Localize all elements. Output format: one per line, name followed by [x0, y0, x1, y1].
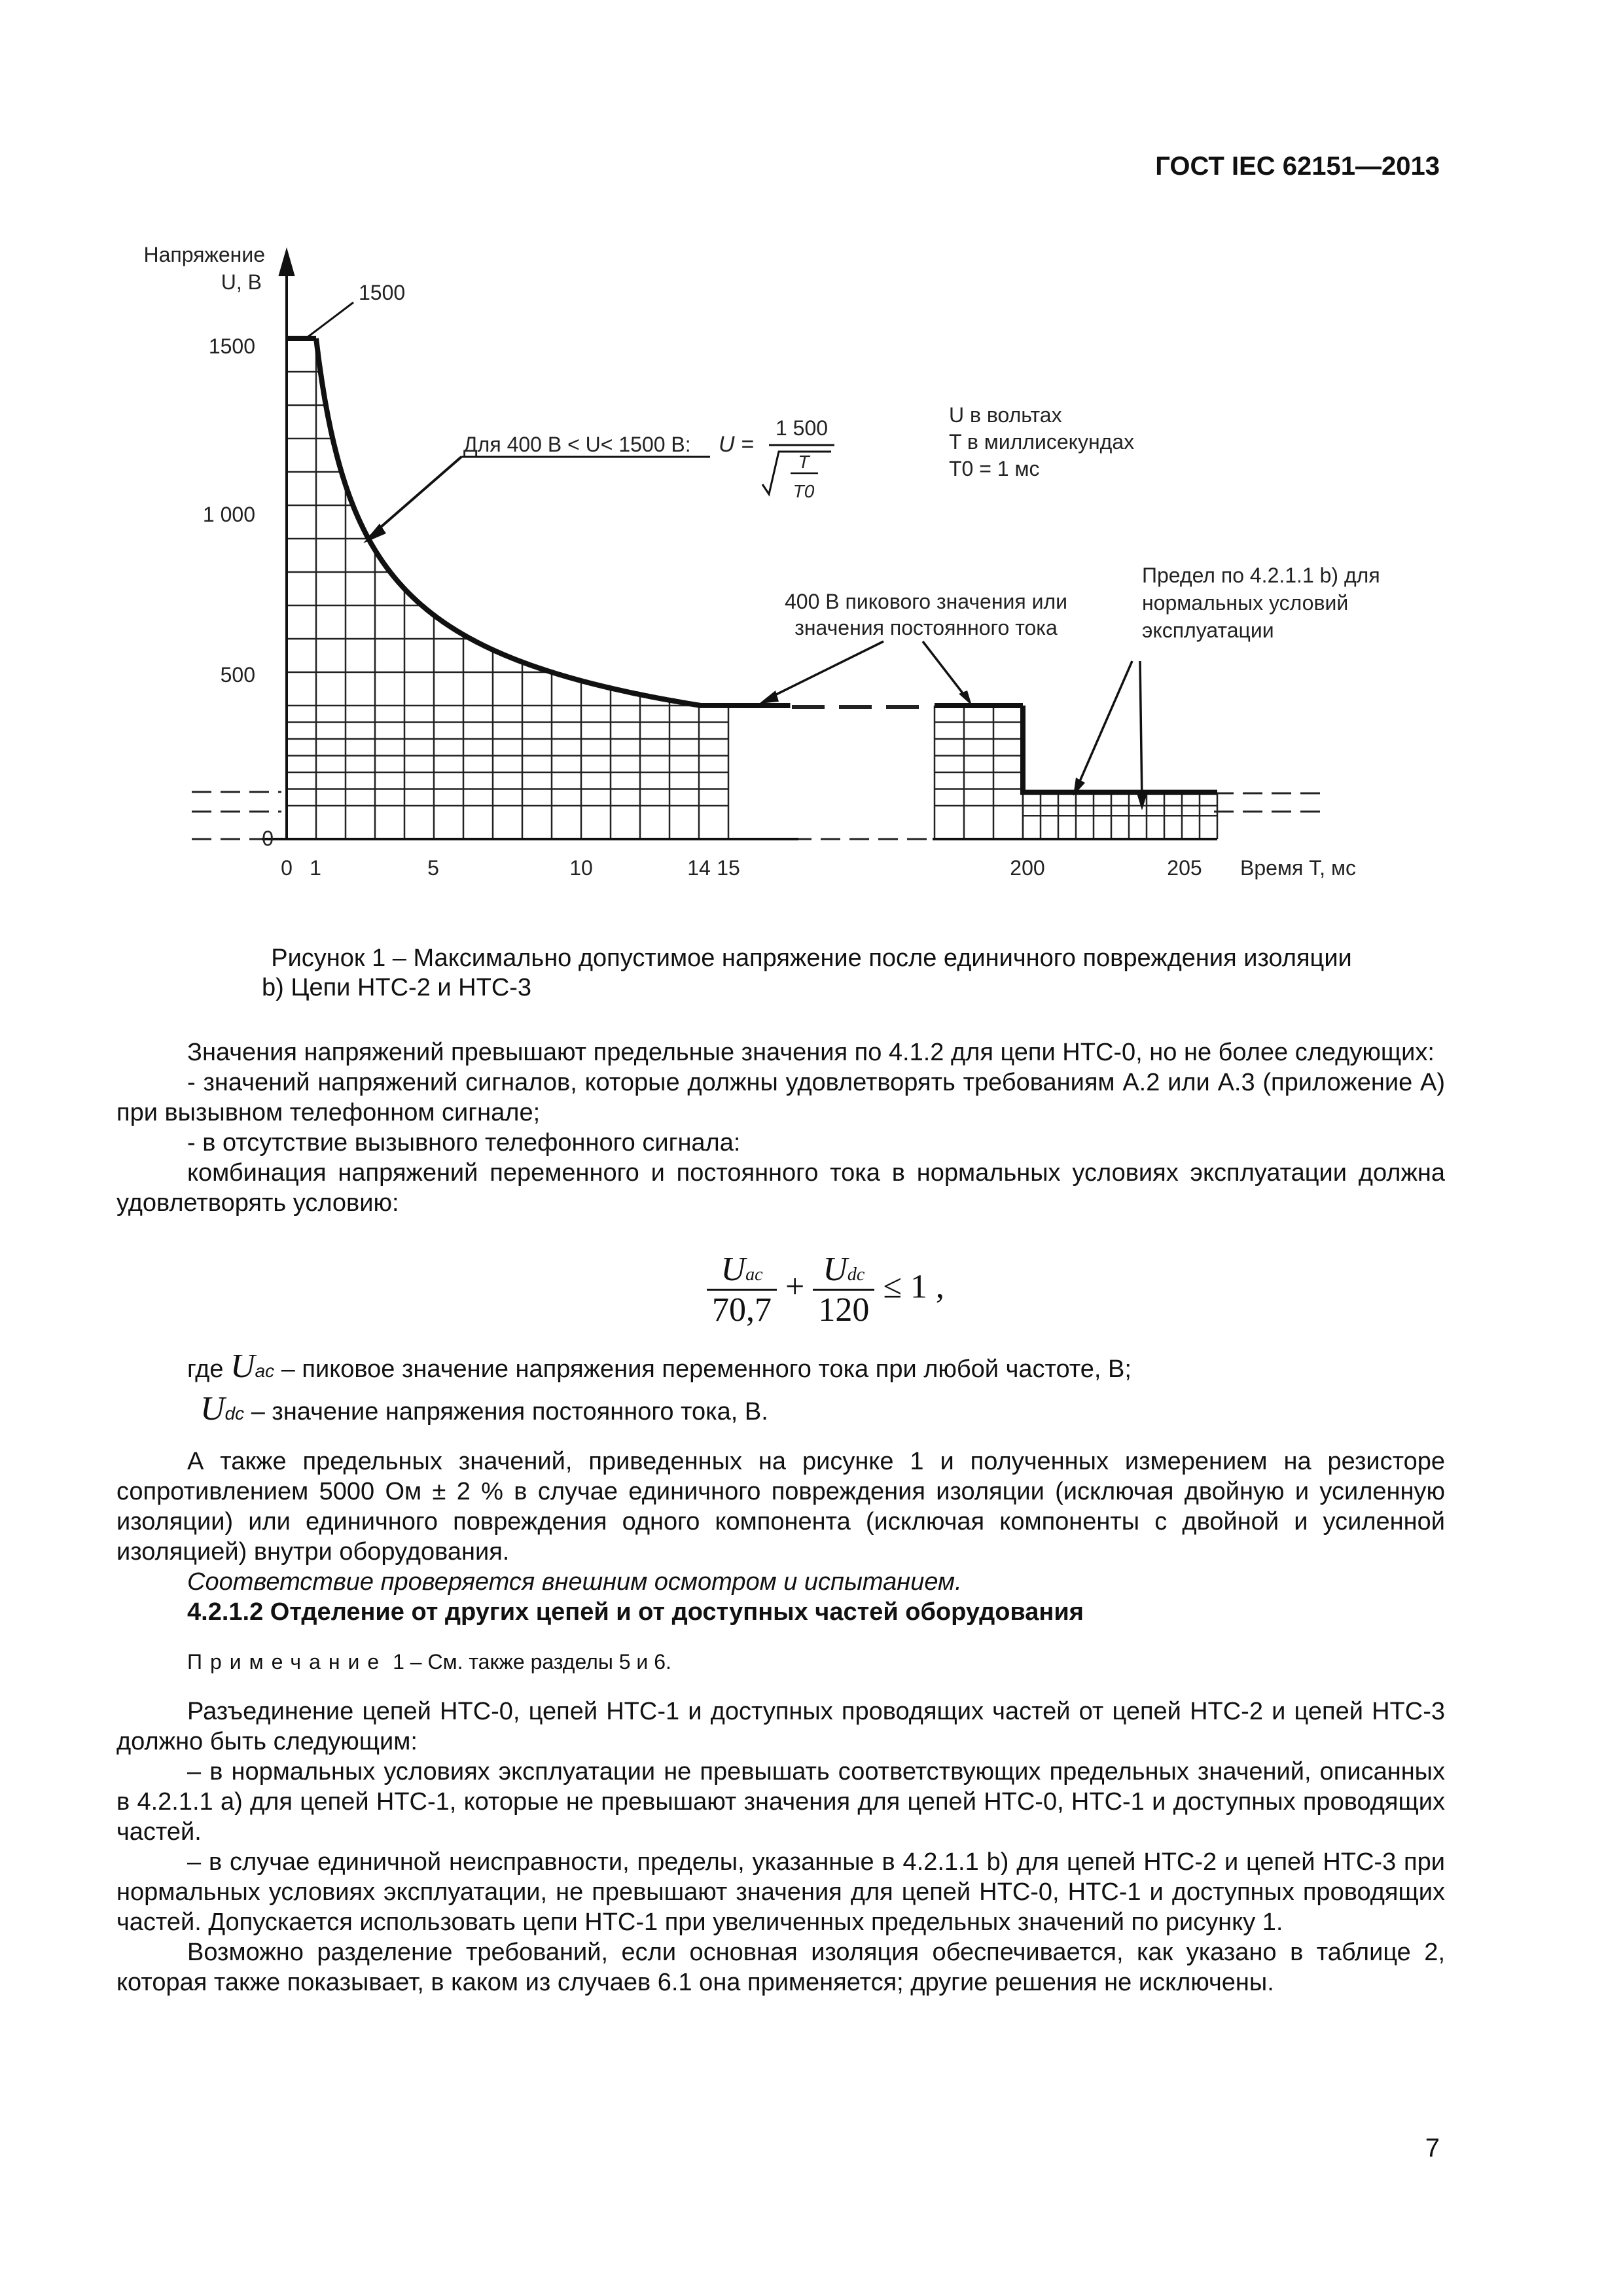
- paragraph-5: А также предельных значений, приведенных на рисунке 1 и полученных измерением на резисторе сопротивлением 5000 Ом ± 2 % в случае единичного повреждения изоляции (исключая двойную и усиленную изоляции) или единичного повреждения одного компонента (исключая компоненты с двойной и усиленной изоляцией) внутри оборудования.: [116, 1448, 1445, 1566]
- x-tick-14: 14: [687, 856, 711, 880]
- y-tick-1000: 1 000: [202, 503, 255, 526]
- paragraph-9: – в случае единичной неисправности, пределы, указанные в 4.2.1.1 b) для цепей НТС-2 и цепей НТС-3 при нормальных условиях эксплуатации, не превышают значения для цепей НТС-0, НТС-1 и доступных проводящих частей. Допускается использовать цепи НТС-1 при увеличенных предельных значений по рисунку 1.: [116, 1848, 1445, 1936]
- paragraph-7: Разъединение цепей НТС-0, цепей НТС-1 и доступных проводящих частей от цепей НТС-2 и цепей НТС-3 должно быть следующим:: [116, 1698, 1445, 1755]
- limit-line3: эксплуатации: [1142, 619, 1274, 642]
- paragraph-10: Возможно разделение требований, если основная изоляция обеспечивается, как указано в таблице 2, которая также показывает, в каком из случаев 6.1 она применяется; другие решения не исключены.: [116, 1939, 1445, 1996]
- figure-subcaption: b) Цепи НТС-2 и НТС-3: [262, 974, 532, 1001]
- where-ac-line: где Uac – пиковое значение напряжения переменного тока при любой частоте, В;: [187, 1348, 1132, 1385]
- figure-caption: Рисунок 1 – Максимально допустимое напряжение после единичного повреждения изоляции: [271, 944, 1352, 972]
- legend-t0: T0 = 1 мс: [949, 457, 1040, 480]
- peak-label: 1500: [359, 281, 406, 304]
- formula-u: U =: [719, 432, 754, 457]
- formula-label: Для 400 В < U< 1500 В:: [463, 433, 691, 456]
- formula-den-t: T: [798, 452, 810, 472]
- x-tick-10: 10: [569, 856, 593, 880]
- limit-line1: Предел по 4.2.1.1 b) для: [1142, 564, 1380, 587]
- voltage-time-figure: [0, 0, 1623, 916]
- y-tick-1500: 1500: [208, 334, 255, 358]
- x-tick-200: 200: [1010, 856, 1045, 880]
- fraction-ac: $\frac{\text{Uac}}{70,7}$: [707, 1250, 777, 1329]
- paragraph-2: - значений напряжений сигналов, которые должны удовлетворять требованиям А.2 или А.3 (приложение А) при вызывном телефонном сигнале;: [116, 1069, 1445, 1126]
- limit-line2: нормальных условий: [1142, 591, 1349, 615]
- y-tick-500: 500: [220, 663, 255, 687]
- legend-t: T в миллисекундах: [949, 430, 1135, 454]
- x-tick-1: 1: [310, 856, 321, 880]
- condition-formula: $\frac{\text{Uac}}{70,7}$ + $\frac{\text{Udc}}{120}$ ≤ 1 ,: [707, 1250, 944, 1329]
- paragraph-6: Соответствие проверяется внешним осмотром и испытанием.: [187, 1568, 962, 1596]
- text-block-2: [116, 1446, 1445, 1998]
- y-axis-unit: U, В: [221, 270, 262, 294]
- paragraph-8: – в нормальных условиях эксплуатации не превышать соответствующих предельных значений, описанных в 4.2.1.1 а) для цепей НТС-1, которые не превышают значения для цепей НТС-0, НТС-1 и доступных проводящих частей.: [116, 1758, 1445, 1846]
- formula-inequality: ≤ 1 ,: [883, 1268, 944, 1306]
- paragraph-3: - в отсутствие вызывного телефонного сигнала:: [187, 1129, 741, 1157]
- document-header: ГОСТ IEC 62151—2013: [1155, 152, 1440, 181]
- fraction-dc: $\frac{\text{Udc}}{120}$: [813, 1250, 874, 1329]
- note-line: Примечание 1 – См. также разделы 5 и 6.: [187, 1650, 671, 1674]
- note-400-line1: 400 В пикового значения или: [784, 590, 1068, 613]
- formula-num: 1 500: [775, 416, 829, 440]
- x-tick-205: 205: [1167, 856, 1202, 880]
- legend-u: U в вольтах: [949, 403, 1062, 427]
- y-tick-0: 0: [262, 827, 274, 850]
- x-tick-15: 15: [717, 856, 740, 880]
- where-dc-line: Udc – значение напряжения постоянного тока, В.: [200, 1390, 768, 1427]
- paragraph-4: комбинация напряжений переменного и постоянного тока в нормальных условиях эксплуатации должна удовлетворять условию:: [116, 1159, 1445, 1217]
- note-400-line2: значения постоянного тока: [794, 616, 1058, 639]
- grid-region-2: [935, 706, 1023, 839]
- section-heading: 4.2.1.2 Отделение от других цепей и от доступных частей оборудования: [187, 1598, 1084, 1626]
- y-axis-title: Напряжение: [143, 243, 265, 266]
- x-tick-0: 0: [281, 856, 293, 880]
- page-number: 7: [1425, 2134, 1440, 2162]
- x-tick-5: 5: [427, 856, 439, 880]
- formula-den-t0: T0: [793, 481, 815, 501]
- voltage-curve: [287, 338, 1217, 793]
- where-dc-text: – значение напряжения постоянного тока, В.: [251, 1398, 768, 1426]
- grid-region-3: [1023, 793, 1217, 839]
- text-block-1: [116, 1037, 1445, 1218]
- where-ac-text: – пиковое значение напряжения переменного тока при любой частоте, В;: [281, 1355, 1132, 1383]
- paragraph-1: Значения напряжений превышают предельные значения по 4.1.2 для цепи НТС-0, но не более следующих:: [187, 1039, 1435, 1066]
- grid-region-1: [287, 338, 728, 839]
- x-axis-title: Время T, мс: [1240, 856, 1356, 880]
